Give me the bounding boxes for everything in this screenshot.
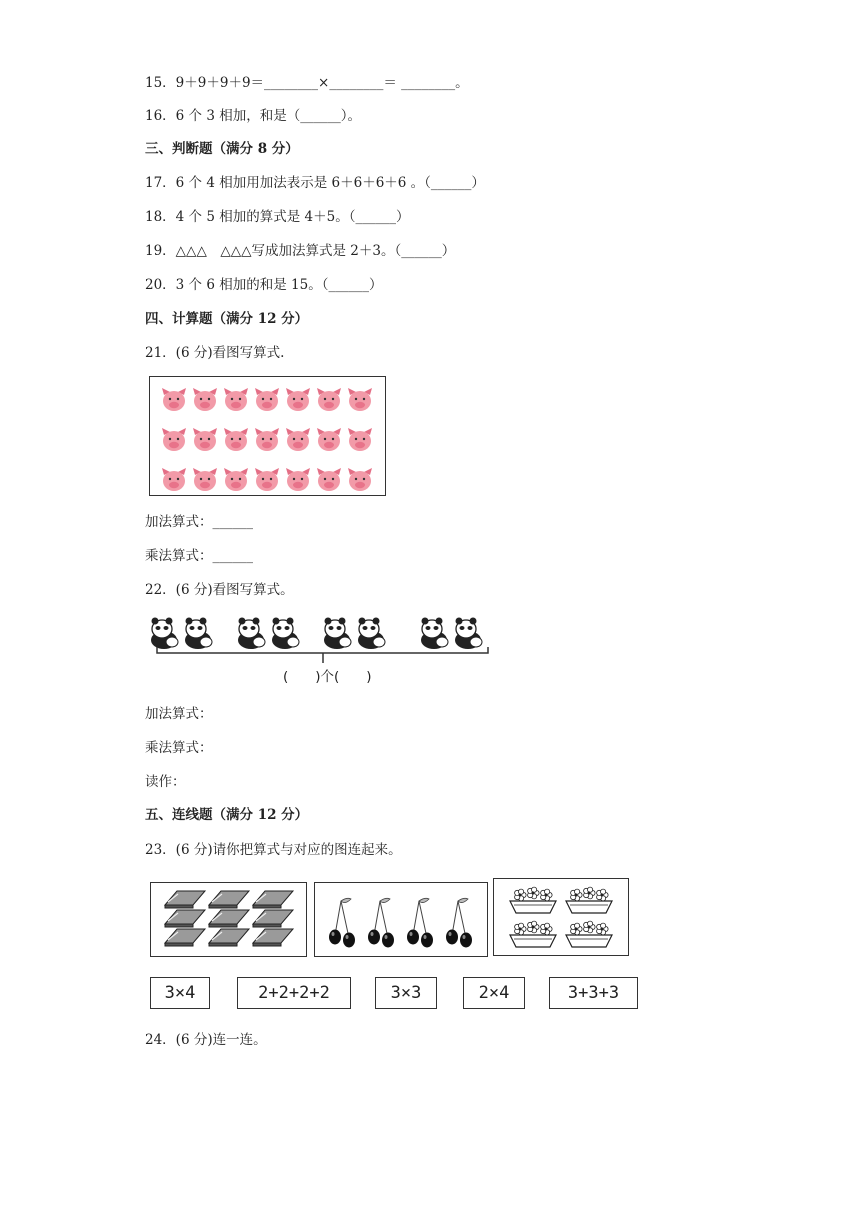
pig-face-icon xyxy=(193,388,217,411)
pig-face-icon xyxy=(224,468,248,491)
cherry-picture-box[interactable] xyxy=(314,882,488,957)
panda-icon xyxy=(151,618,178,650)
pig-face-icon xyxy=(286,468,310,491)
pig-face-icon xyxy=(317,468,341,491)
expression-box-2[interactable]: 2+2+2+2 xyxy=(237,977,351,1009)
question-24: 24．(6 分)连一连。 xyxy=(145,1032,267,1048)
pig-face-icon xyxy=(224,428,248,451)
panda-icon xyxy=(272,618,299,650)
eraser-icon xyxy=(209,910,249,927)
eraser-icon xyxy=(165,891,205,908)
eraser-icon xyxy=(209,891,249,908)
pig-face-icon xyxy=(162,428,186,451)
question-16: 16．6 个 3 相加，和是（______）。 xyxy=(145,108,361,124)
question-19: 19．△△△ △△△写成加法算式是 2＋3。（______） xyxy=(145,243,456,259)
eraser-picture-box[interactable] xyxy=(150,882,307,957)
q22-multiplication-line: 乘法算式： xyxy=(145,740,213,756)
flower-pot-icon xyxy=(566,921,612,947)
pig-face-icon xyxy=(224,388,248,411)
panda-icon xyxy=(238,618,265,650)
pig-face-icon xyxy=(193,428,217,451)
pig-face-icon xyxy=(162,388,186,411)
pig-face-icon xyxy=(162,468,186,491)
pig-face-icon xyxy=(317,388,341,411)
pig-face-icon xyxy=(255,468,279,491)
expression-box-3[interactable]: 3×3 xyxy=(375,977,437,1009)
question-18: 18．4 个 5 相加的算式是 4＋5。（______） xyxy=(145,209,410,225)
eraser-icon xyxy=(165,929,205,946)
eraser-icon xyxy=(253,929,293,946)
eraser-icon xyxy=(253,910,293,927)
panda-icon xyxy=(358,618,385,650)
pig-face-icon xyxy=(317,428,341,451)
pig-face-icon xyxy=(348,428,372,451)
q22-addition-line: 加法算式： xyxy=(145,706,213,722)
pig-face-icon xyxy=(193,468,217,491)
eraser-icon xyxy=(253,891,293,908)
eraser-group xyxy=(151,883,306,956)
question-15: 15．9＋9＋9＋9＝________×________＝ ________。 xyxy=(145,75,469,91)
section-4-heading: 四、计算题（满分 12 分） xyxy=(145,311,309,327)
panda-icon xyxy=(324,618,351,650)
q21-addition-line: 加法算式：______ xyxy=(145,514,253,530)
section-3-heading: 三、判断题（满分 8 分） xyxy=(145,141,299,157)
question-22: 22．(6 分)看图写算式。 xyxy=(145,582,294,598)
panda-icon xyxy=(185,618,212,650)
cherry-icon xyxy=(329,898,355,947)
eraser-icon xyxy=(165,910,205,927)
expression-box-4[interactable]: 2×4 xyxy=(463,977,525,1009)
section-5-heading: 五、连线题（满分 12 分） xyxy=(145,807,309,823)
flower-pot-icon xyxy=(510,887,556,913)
flower-pot-group xyxy=(494,879,628,955)
cherry-group xyxy=(315,883,487,956)
expression-box-5[interactable]: 3+3+3 xyxy=(549,977,638,1009)
expression-box-1[interactable]: 3×4 xyxy=(150,977,210,1009)
cherry-icon xyxy=(446,898,472,947)
pig-grid xyxy=(150,377,385,495)
cherry-icon xyxy=(368,898,394,947)
panda-icon xyxy=(455,618,482,650)
flower-pot-picture-box[interactable] xyxy=(493,878,629,956)
pig-face-icon xyxy=(255,428,279,451)
flower-pot-icon xyxy=(510,921,556,947)
flower-pot-icon xyxy=(566,887,612,913)
eraser-icon xyxy=(209,929,249,946)
pig-face-icon xyxy=(286,428,310,451)
question-23: 23．(6 分)请你把算式与对应的图连起来。 xyxy=(145,842,402,858)
q21-multiplication-line: 乘法算式：______ xyxy=(145,548,253,564)
cherry-icon xyxy=(407,898,433,947)
pig-face-icon xyxy=(348,388,372,411)
pig-face-icon xyxy=(286,388,310,411)
panda-icon xyxy=(421,618,448,650)
pig-face-icon xyxy=(255,388,279,411)
question-21: 21．(6 分)看图写算式. xyxy=(145,345,285,361)
question-17: 17．6 个 4 相加用加法表示是 6＋6＋6＋6 。（______） xyxy=(145,175,485,191)
pig-figure xyxy=(149,376,386,496)
pig-face-icon xyxy=(348,468,372,491)
q22-caption: ( )个( ) xyxy=(283,669,372,685)
q22-read-line: 读作： xyxy=(145,774,186,790)
question-20: 20．3 个 6 相加的和是 15。（______） xyxy=(145,277,383,293)
